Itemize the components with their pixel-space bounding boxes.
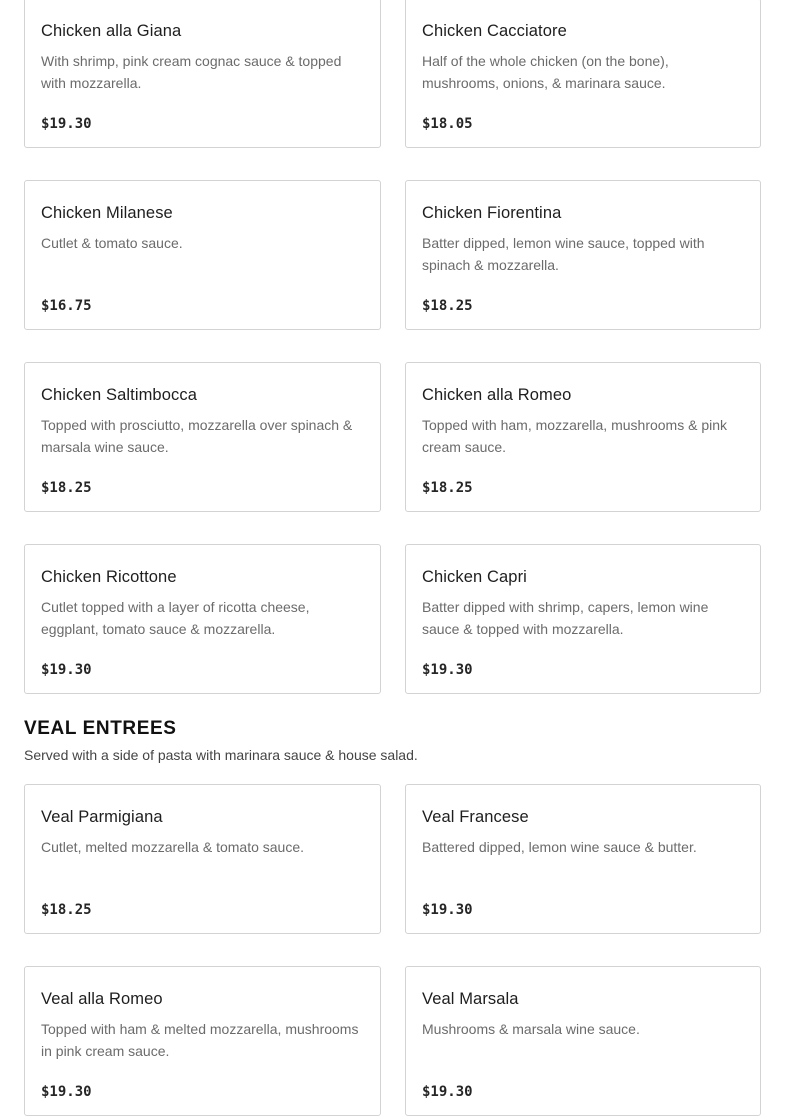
item-description: Topped with ham, mozzarella, mushrooms & pink cream sauce. [422,417,728,455]
item-description: Batter dipped with shrimp, capers, lemon wine sauce & topped with mozzarella. [422,599,709,637]
item-price: $19.30 [422,662,473,678]
menu-item-card[interactable] [405,784,761,934]
item-description: Topped with prosciutto, mozzarella over spinach & marsala wine sauce. [41,417,353,455]
item-description: Mushrooms & marsala wine sauce. [422,1021,640,1037]
item-price: $18.25 [422,480,473,496]
menu-item-card[interactable] [24,180,381,330]
menu-item-card[interactable] [24,362,381,512]
item-name: Chicken alla Giana [41,22,182,40]
item-name: Veal Marsala [422,990,519,1008]
item-description: Cutlet, melted mozzarella & tomato sauce. [41,839,305,855]
item-price: $18.05 [422,116,473,132]
menu-item-card[interactable] [405,544,761,694]
item-name: Chicken Cacciatore [422,22,567,40]
item-description: Cutlet topped with a layer of ricotta cheese, eggplant, tomato sauce & mozzarella. [41,599,310,637]
menu-item-card[interactable] [405,180,761,330]
menu-item-card[interactable] [24,544,381,694]
item-name: Chicken Milanese [41,204,173,222]
menu-item-card[interactable] [405,0,761,148]
item-price: $19.30 [41,1084,92,1100]
menu-item-card[interactable] [405,362,761,512]
item-price: $19.30 [41,662,92,678]
item-name: Chicken Fiorentina [422,204,562,222]
item-name: Chicken Saltimbocca [41,386,197,404]
menu-item-card[interactable] [24,784,381,934]
item-price: $18.25 [41,480,92,496]
item-description: Topped with ham & melted mozzarella, mushrooms in pink cream sauce. [41,1021,359,1059]
menu-item-card[interactable] [24,966,381,1116]
menu-item-card[interactable] [405,966,761,1116]
section-title: VEAL ENTREES [24,718,177,739]
item-description: Half of the whole chicken (on the bone), mushrooms, onions, & marinara sauce. [422,53,669,91]
item-price: $18.25 [422,298,473,314]
item-name: Chicken Ricottone [41,568,177,586]
item-name: Veal Francese [422,808,529,826]
item-price: $19.30 [422,902,473,918]
item-description: With shrimp, pink cream cognac sauce & topped with mozzarella. [41,53,342,91]
item-name: Chicken Capri [422,568,527,586]
item-description: Batter dipped, lemon wine sauce, topped with spinach & mozzarella. [422,235,705,273]
menu-item-card[interactable] [24,0,381,148]
item-description: Battered dipped, lemon wine sauce & butter. [422,839,697,855]
item-name: Veal Parmigiana [41,808,163,826]
section-subtitle: Served with a side of pasta with marinara sauce & house salad. [24,747,418,763]
item-price: $18.25 [41,902,92,918]
item-price: $16.75 [41,298,92,314]
item-description: Cutlet & tomato sauce. [41,235,183,251]
item-name: Chicken alla Romeo [422,386,572,404]
item-price: $19.30 [422,1084,473,1100]
item-price: $19.30 [41,116,92,132]
item-name: Veal alla Romeo [41,990,163,1008]
